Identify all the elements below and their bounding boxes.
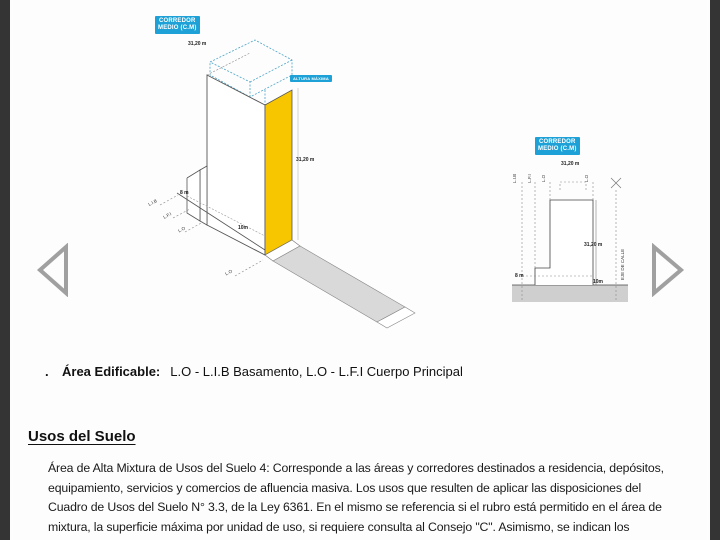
isometric-building-diagram: [10, 0, 710, 340]
elev-line-label-lo-2: L.O: [584, 174, 590, 183]
document-page: [10, 0, 710, 540]
eje-de-calle-label: EJE DE CALLE: [620, 248, 626, 281]
callout-height-label: 31,20 m: [188, 41, 207, 47]
elevation-setback-label: 10m: [593, 279, 604, 285]
triangle-left-outline-icon: [36, 243, 72, 297]
callout-line-1: CORREDOR: [538, 139, 576, 145]
line-label-lfi: L.F.I: [162, 211, 173, 220]
elevation-diagram: [512, 178, 628, 302]
elevation-basement-label: 8 m: [515, 273, 524, 279]
altura-maxima-callout: ALTURA MÁXIMA: [290, 75, 332, 82]
next-slide-button[interactable]: [650, 243, 686, 297]
basement-height-label: 8 m: [180, 190, 189, 196]
elev-line-label-lib: L.I.B: [512, 173, 518, 184]
usos-del-suelo-heading: Usos del Suelo: [28, 428, 136, 445]
elevation-height-label: 31,20 m: [584, 242, 603, 248]
area-edificable-value: L.O - L.I.B Basamento, L.O - L.F.I Cuerpo Principal: [170, 364, 463, 379]
height-dimension-label: 31,20 m: [296, 157, 315, 163]
callout-line-1: CORREDOR: [158, 18, 196, 24]
bullet: .: [45, 364, 49, 379]
elev-line-label-lfi: L.F.I: [526, 174, 532, 183]
window-edge-right: [710, 0, 720, 540]
line-label-lo-2: L.O: [224, 268, 234, 277]
paragraph-line: equipamiento, servicios y comercios de afluencia masiva. Los usos que resulten de aplicar las disposiciones del: [48, 480, 642, 495]
line-label-lib: L.I.B: [147, 198, 158, 207]
building-diagram-carousel: [10, 0, 710, 340]
triangle-right-outline-icon: [650, 243, 686, 297]
elevation-callout-height: 31,20 m: [561, 161, 580, 167]
elev-line-label-lo: L.O: [541, 174, 547, 183]
paragraph-line: Área de Alta Mixtura de Usos del Suelo 4: Corresponde a las áreas y corredores destinados a residencia, depósitos,: [48, 461, 664, 475]
corredor-medio-callout-elevation: [535, 137, 580, 155]
callout-line-2: MEDIO (C.M): [538, 146, 577, 152]
depth-label: 10m: [238, 225, 249, 231]
window-edge-left: [0, 0, 10, 540]
corredor-medio-callout: [155, 16, 200, 34]
paragraph-line: Cuadro de Usos del Suelo N° 3.3, de la Ley 6361. En el mismo se referencia si el rubro está permitido en el área de: [48, 500, 662, 514]
paragraph-line: mixtura, la superficie máxima por unidad de uso, si requiere consulta al Consejo "C". Asimismo, se indican los: [48, 519, 630, 534]
area-edificable-line: [45, 364, 463, 379]
area-edificable-label: Área Edificable:: [62, 364, 161, 379]
usos-del-suelo-paragraph: [48, 459, 698, 537]
line-label-lo: L.O: [177, 225, 187, 234]
callout-line-2: MEDIO (C.M): [158, 25, 197, 31]
previous-slide-button[interactable]: [36, 243, 72, 297]
